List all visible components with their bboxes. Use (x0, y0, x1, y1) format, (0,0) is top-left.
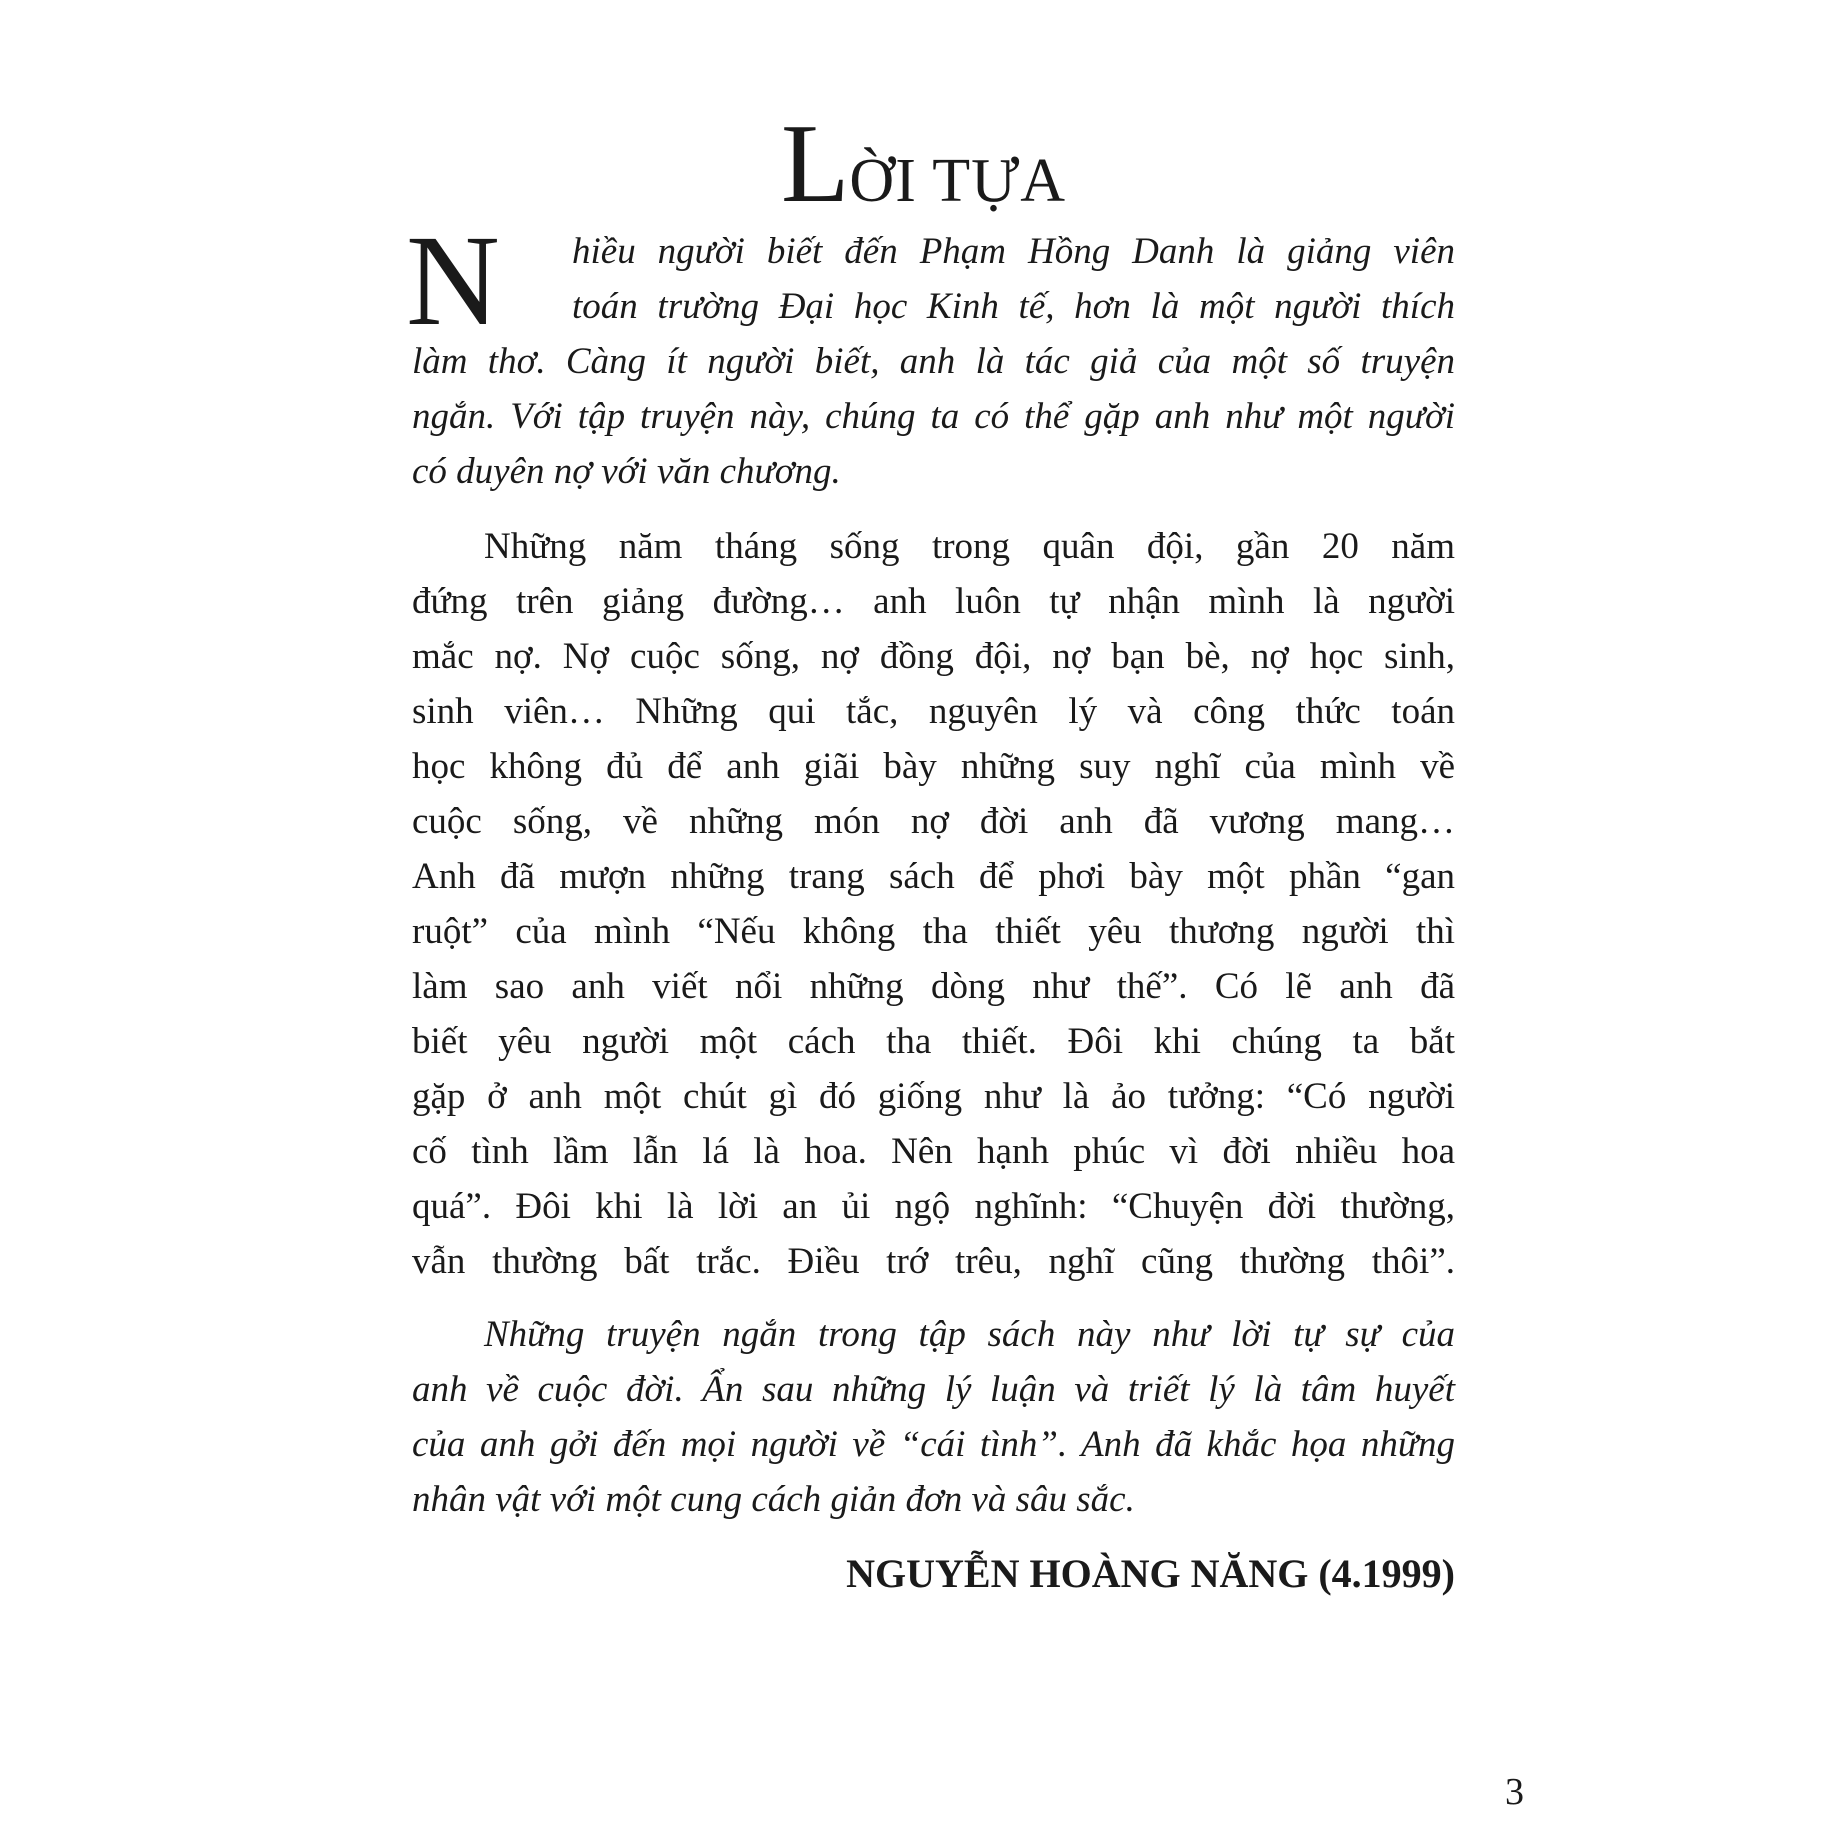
title-initial: L (781, 102, 850, 226)
text-line: mắc nợ. Nợ cuộc sống, nợ đồng đội, nợ bạn bè, nợ học sinh, (412, 636, 1455, 677)
text-line: Anh đã mượn những trang sách để phơi bày một phần “gan (412, 856, 1455, 897)
paragraph-2 (412, 519, 1455, 1289)
text-line: làm sao anh viết nổi những dòng như thế”. Có lẽ anh đã (412, 966, 1455, 1007)
text-line: sinh viên… Những qui tắc, nguyên lý và công thức toán (412, 691, 1455, 732)
text-line: vẫn thường bất trắc. Điều trớ trêu, nghĩ cũng thường thôi”. (412, 1241, 1455, 1282)
text-line: hiều người biết đến Phạm Hồng Danh là giảng viên (572, 231, 1455, 272)
text-line: Những truyện ngắn trong tập sách này như lời tự sự của (484, 1314, 1455, 1355)
text-line: của anh gởi đến mọi người về “cái tình”. Anh đã khắc họa những (412, 1424, 1455, 1465)
text-line: học không đủ để anh giãi bày những suy nghĩ của mình về (412, 746, 1455, 787)
paragraph-3 (412, 1307, 1455, 1527)
text-line: ngắn. Với tập truyện này, chúng ta có thể gặp anh như một người (412, 396, 1455, 437)
text-line: làm thơ. Càng ít người biết, anh là tác giả của một số truyện (412, 341, 1455, 382)
text-line: có duyên nợ với văn chương. (412, 451, 841, 492)
text-line: cố tình lầm lẫn lá là hoa. Nên hạnh phúc vì đời nhiều hoa (412, 1131, 1455, 1172)
text-line: ruột” của mình “Nếu không tha thiết yêu thương người thì (412, 911, 1455, 952)
text-line: biết yêu người một cách tha thiết. Đôi khi chúng ta bắt (412, 1021, 1455, 1062)
text-line: gặp ở anh một chút gì đó giống như là ảo tưởng: “Có người (412, 1076, 1455, 1117)
text-line: anh về cuộc đời. Ẩn sau những lý luận và triết lý là tâm huyết (412, 1369, 1455, 1410)
page-number: 3 (1505, 1771, 1524, 1813)
author-signature: NGUYỄN HOÀNG NĂNG (4.1999) (846, 1551, 1455, 1596)
page-title (0, 102, 1847, 226)
text-line: toán trường Đại học Kinh tế, hơn là một người thích (572, 286, 1455, 327)
text-line: Những năm tháng sống trong quân đội, gần 20 năm (484, 526, 1455, 567)
paragraph-1 (406, 209, 1455, 499)
text-line: cuộc sống, về những món nợ đời anh đã vương mang… (412, 801, 1455, 842)
text-line: quá”. Đôi khi là lời an ủi ngộ nghĩnh: “Chuyện đời thường, (412, 1186, 1455, 1227)
text-line: đứng trên giảng đường… anh luôn tự nhận mình là người (412, 581, 1455, 622)
drop-cap: N (406, 209, 500, 353)
text-line: nhân vật với một cung cách giản đơn và sâu sắc. (412, 1479, 1135, 1520)
title-rest: ỜI TỰA (849, 147, 1066, 215)
